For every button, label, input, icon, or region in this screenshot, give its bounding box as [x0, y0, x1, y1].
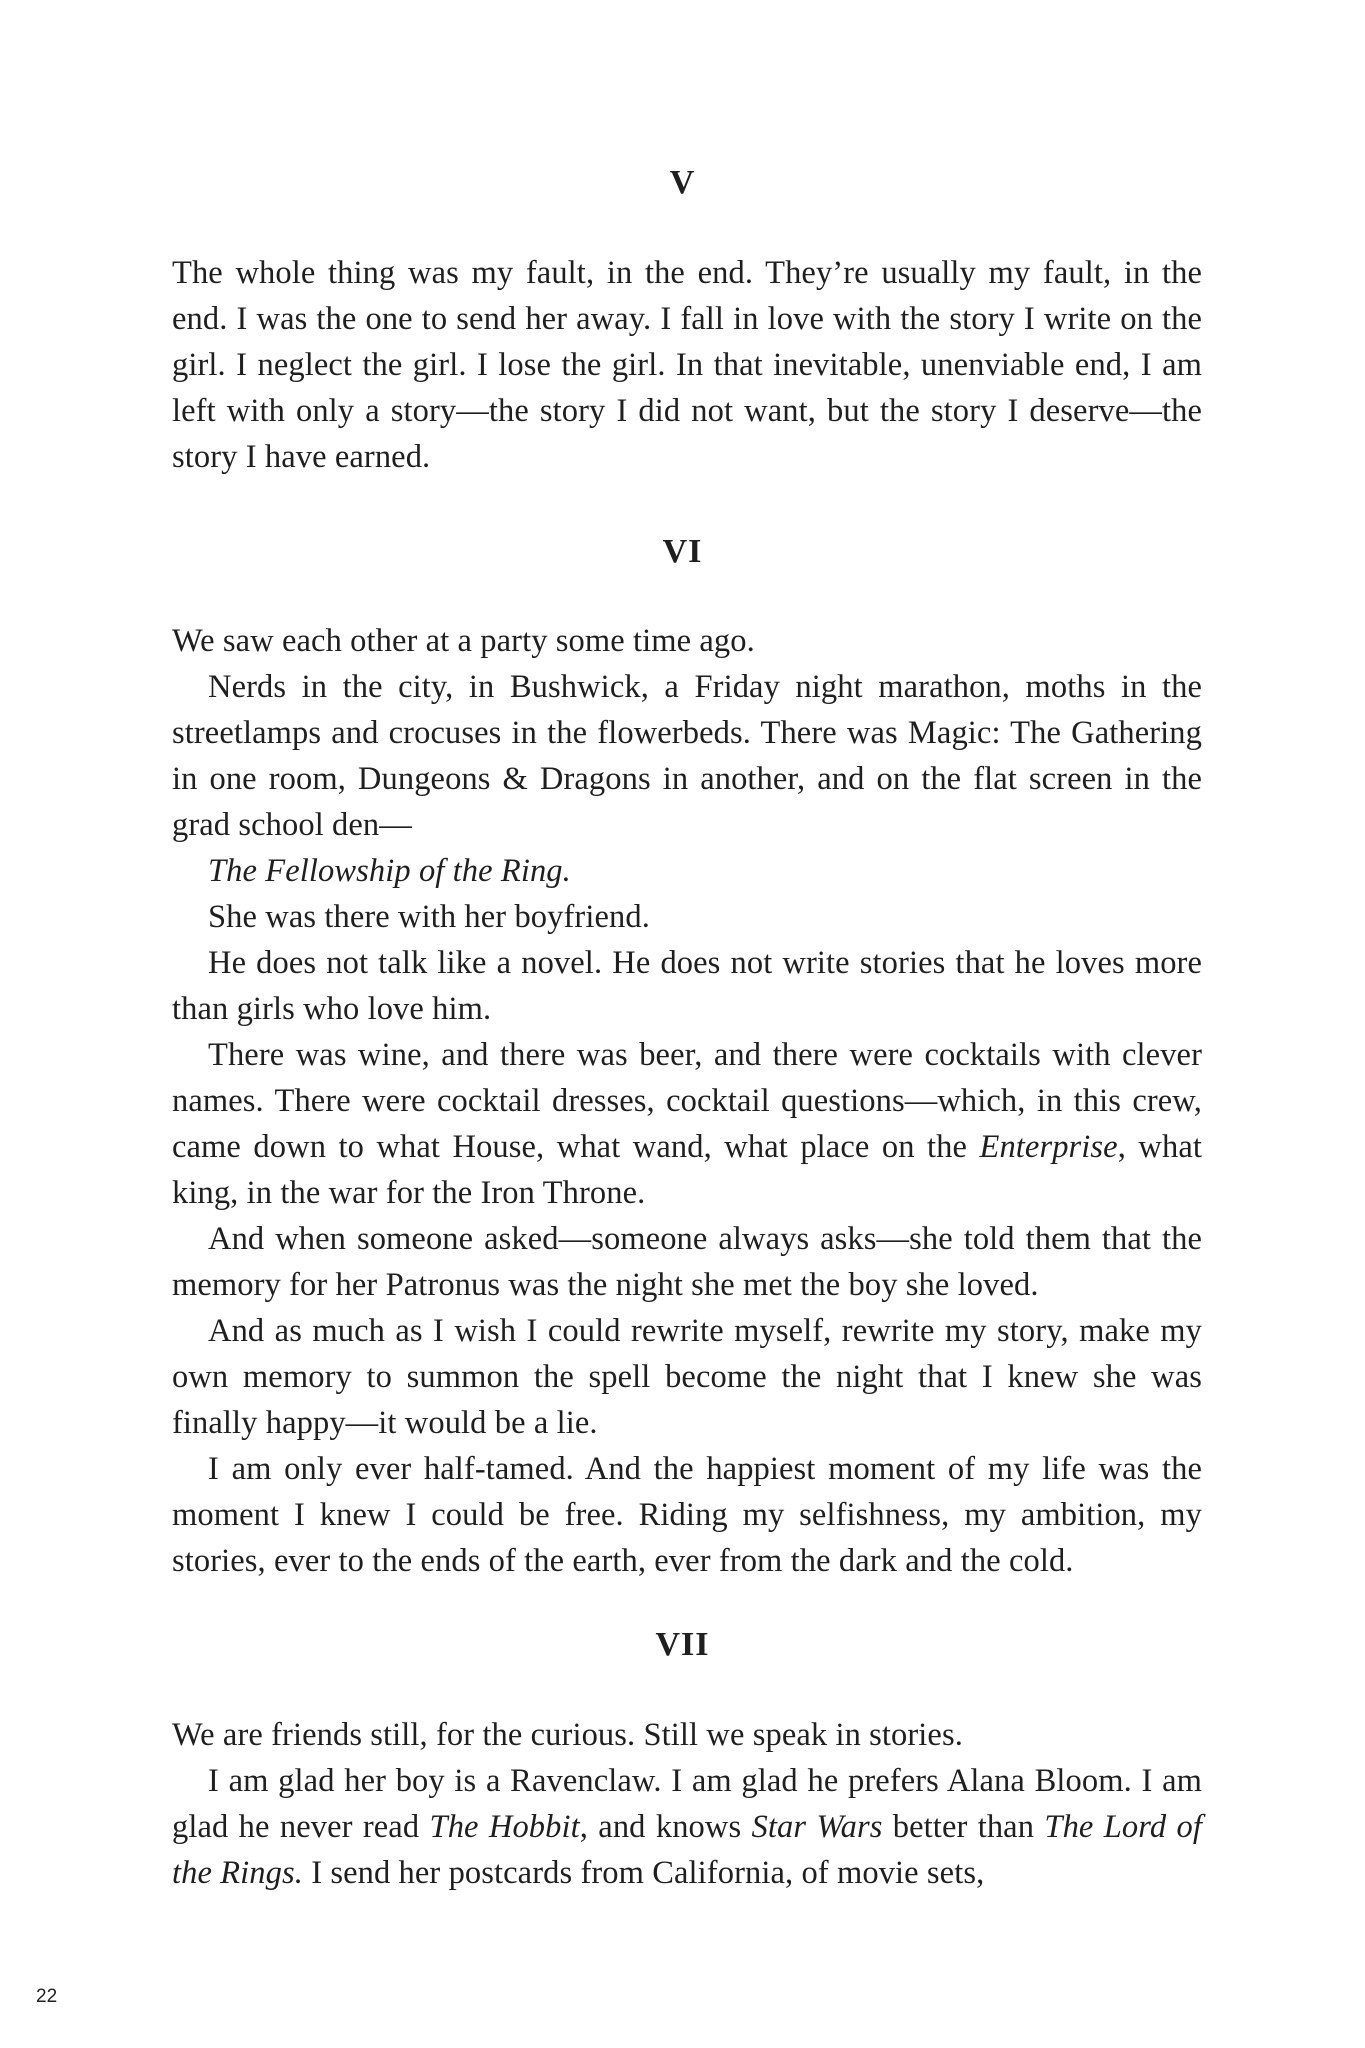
paragraph: We saw each other at a party some time ago.: [172, 623, 755, 659]
paragraph: He does not talk like a novel. He does not write stories that he loves more than girls who love him.: [172, 945, 1202, 1027]
book-title: The Fellowship of the Ring.: [208, 853, 571, 889]
section-v-body: [172, 250, 1202, 480]
paragraph: [172, 1032, 1202, 1216]
section-heading-v: V: [669, 164, 696, 201]
paragraph: I am only ever half-tamed. And the happiest moment of my life was the moment I knew I could be free. Riding my selfishness, my ambition, my stories, ever to the ends of the earth, ever from the dark and the cold.: [172, 1451, 1202, 1579]
text-run: , what king, in the war for the Iron Throne.: [172, 1129, 1202, 1211]
section-heading-vii: VII: [655, 1626, 710, 1663]
italic-title: Enterprise: [979, 1129, 1118, 1165]
paragraph: The whole thing was my fault, in the end. They’re usually my fault, in the end. I was the one to send her away. I fall in love with the story I write on the girl. I neglect the girl. I lose the girl. In that inevitable, unenviable end, I am left with only a story—the story I did not want, but the story I deserve—the story I have earned.: [172, 255, 1202, 475]
text-run: There was wine, and there was beer, and there were cocktails with clever names. There were cocktail dresses, cocktail questions—which, in this crew, came down to what House, what wand, what place on the: [172, 1037, 1202, 1165]
text-run: I send her postcards from California, of movie sets,: [302, 1855, 985, 1891]
text-run: , and knows: [579, 1809, 752, 1845]
paragraph: Nerds in the city, in Bushwick, a Friday night marathon, moths in the streetlamps and crocuses in the flowerbeds. There was Magic: The Gathering in one room, Dungeons & Dragons in another, and on the flat screen in the grad school den—: [172, 669, 1202, 843]
section-vii-body: [172, 1712, 1202, 1896]
section-heading-vi: VI: [662, 533, 703, 570]
page-number: 22: [36, 1986, 58, 2007]
italic-title: The Hobbit: [429, 1809, 580, 1845]
text-run: better than: [882, 1809, 1045, 1845]
paragraph: And as much as I wish I could rewrite myself, rewrite my story, make my own memory to summon the spell become the night that I knew she was finally happy—it would be a lie.: [172, 1313, 1202, 1441]
paragraph: [172, 1758, 1202, 1896]
paragraph-title: [172, 848, 1202, 894]
section-vi-body: [172, 618, 1202, 1584]
italic-title: The Lord of the Rings.: [172, 1809, 1202, 1891]
paragraph: We are friends still, for the curious. Still we speak in stories.: [172, 1717, 963, 1753]
paragraph: She was there with her boyfriend.: [208, 899, 650, 935]
paragraph: And when someone asked—someone always asks—she told them that the memory for her Patronus was the night she met the boy she loved.: [172, 1221, 1202, 1303]
text-run: I am glad her boy is a Ravenclaw. I am glad he prefers Alana Bloom. I am glad he never read: [172, 1763, 1202, 1845]
italic-title: Star Wars: [751, 1809, 883, 1845]
